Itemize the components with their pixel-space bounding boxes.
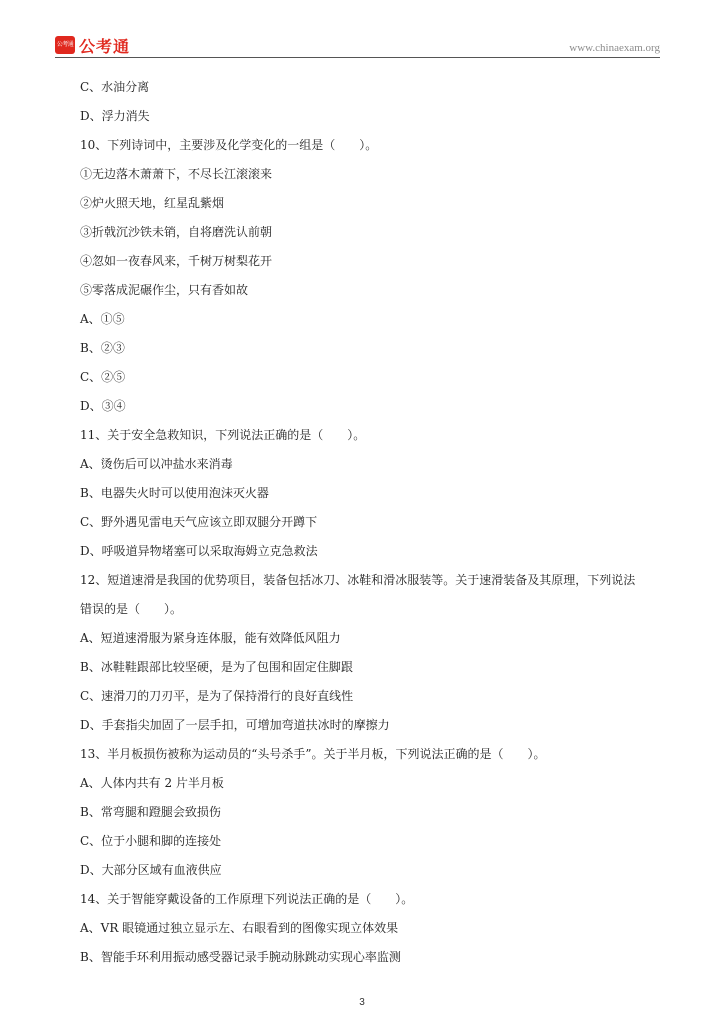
option-c: C、野外遇见雷电天气应该立即双腿分开蹲下	[80, 515, 318, 529]
poem-line-2: ②炉火照天地，红星乱紫烟	[80, 196, 225, 210]
option-a: A、人体内共有 2 片半月板	[80, 776, 224, 790]
question-12: 12、短道速滑是我国的优势项目，装备包括冰刀、冰鞋和滑冰服装等。关于速滑装备及其原理，下列说法	[80, 573, 636, 587]
option-c: C、水油分离	[80, 80, 150, 94]
page-header	[55, 34, 660, 58]
poem-line-1: ①无边落木萧萧下，不尽长江滚滚来	[80, 167, 273, 181]
option-d: D、浮力消失	[80, 109, 150, 123]
poem-line-5: ⑤零落成泥碾作尘，只有香如故	[80, 283, 249, 297]
option-a: A、①⑤	[80, 312, 125, 326]
option-b: B、冰鞋鞋跟部比较坚硬，是为了包围和固定住脚跟	[80, 660, 353, 674]
option-a: A、短道速滑服为紧身连体服，能有效降低风阻力	[80, 631, 341, 645]
option-a: A、烫伤后可以冲盐水来消毒	[80, 457, 233, 471]
question-12-continued: 错误的是（ ）。	[80, 602, 183, 616]
option-d: D、大部分区域有血液供应	[80, 863, 222, 877]
poem-line-3: ③折戟沉沙铁未销，自将磨洗认前朝	[80, 225, 273, 239]
option-b: B、②③	[80, 341, 125, 355]
logo	[55, 34, 130, 56]
question-14: 14、关于智能穿戴设备的工作原理下列说法正确的是（ ）。	[80, 892, 414, 906]
question-10: 10、下列诗词中，主要涉及化学变化的一组是（ ）。	[80, 138, 378, 152]
option-c: C、②⑤	[80, 370, 126, 384]
option-b: B、电器失火时可以使用泡沫灭火器	[80, 486, 269, 500]
site-url: www.chinaexam.org	[569, 42, 660, 54]
option-b: B、智能手环利用振动感受器记录手腕动脉跳动实现心率监测	[80, 950, 401, 964]
question-11: 11、关于安全急救知识，下列说法正确的是（ ）。	[80, 428, 366, 442]
header-divider	[55, 57, 660, 58]
poem-line-4: ④忽如一夜春风来，千树万树梨花开	[80, 254, 273, 268]
option-a: A、VR 眼镜通过独立显示左、右眼看到的图像实现立体效果	[80, 921, 399, 935]
document-body	[80, 78, 665, 977]
page-number: 3	[359, 997, 365, 1008]
question-13: 13、半月板损伤被称为运动员的“头号杀手”。关于半月板，下列说法正确的是（ ）。	[80, 747, 546, 761]
logo-text: 公考通	[79, 36, 131, 56]
logo-badge: 公考通	[55, 36, 75, 54]
option-b: B、常弯腿和蹬腿会致损伤	[80, 805, 221, 819]
option-d: D、手套指尖加固了一层手扣，可增加弯道扶冰时的摩擦力	[80, 718, 390, 732]
option-d: D、呼吸道异物堵塞可以采取海姆立克急救法	[80, 544, 318, 558]
option-d: D、③④	[80, 399, 126, 413]
option-c: C、位于小腿和脚的连接处	[80, 834, 222, 848]
option-c: C、速滑刀的刀刃平，是为了保持滑行的良好直线性	[80, 689, 354, 703]
